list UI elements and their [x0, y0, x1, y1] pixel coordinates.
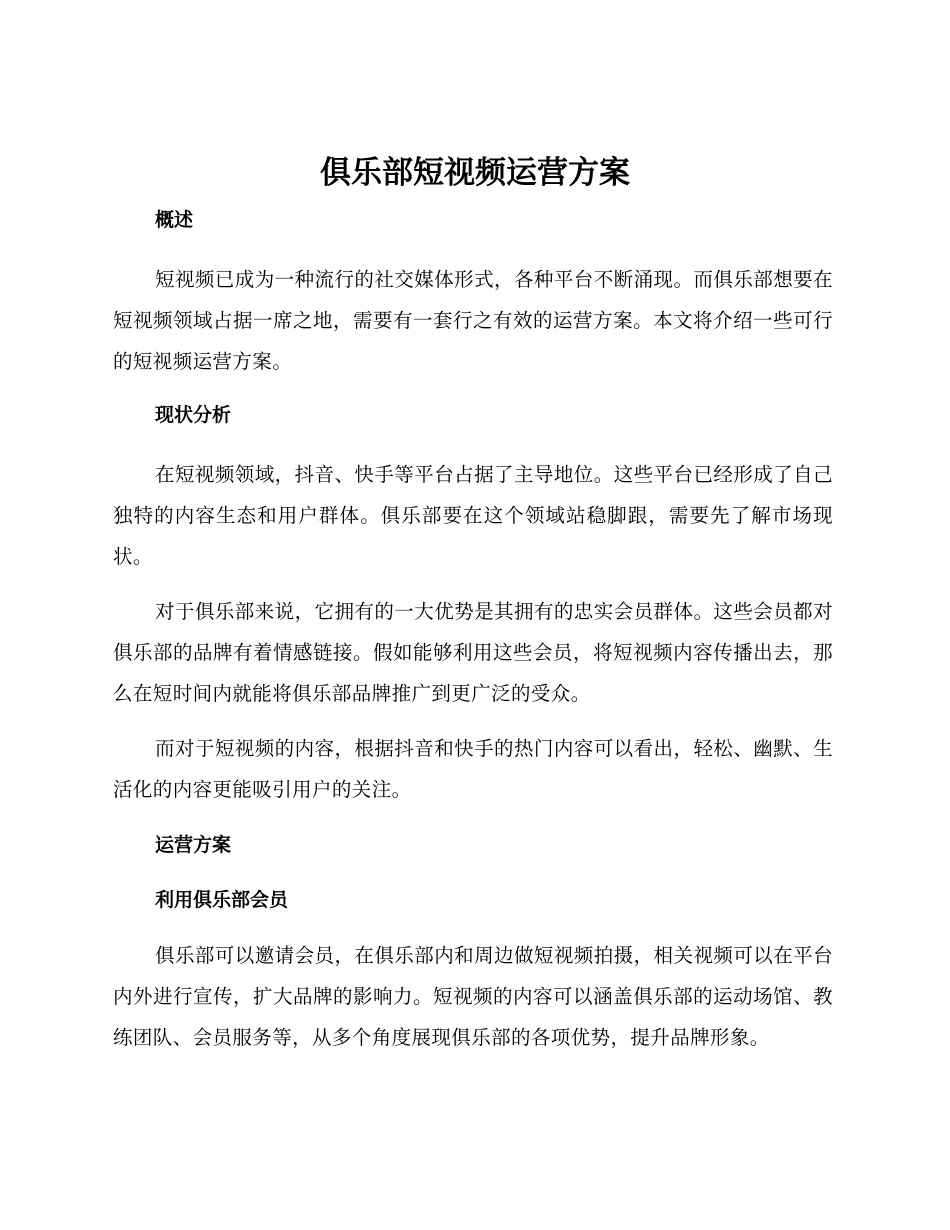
paragraph-current-status-1: 在短视频领域，抖音、快手等平台占据了主导地位。这些平台已经形成了自己独特的内容生态和用户群体。俱乐部要在这个领域站稳脚跟，需要先了解市场现状。 [113, 463, 833, 568]
section-heading-current-status: 现状分析 [155, 404, 232, 426]
document-title: 俱乐部短视频运营方案 [320, 155, 630, 191]
paragraph-overview-1: 短视频已成为一种流行的社交媒体形式，各种平台不断涌现。而俱乐部想要在短视频领域占据一席之地，需要有一套行之有效的运营方案。本文将介绍一些可行的短视频运营方案。 [113, 268, 833, 373]
paragraph-current-status-3: 而对于短视频的内容，根据抖音和快手的热门内容可以看出，轻松、幽默、生活化的内容更能吸引用户的关注。 [113, 737, 833, 801]
section-current-status [113, 398, 833, 810]
section-overview [113, 203, 833, 382]
paragraph-use-members-1: 俱乐部可以邀请会员，在俱乐部内和周边做短视频拍摄，相关视频可以在平台内外进行宣传，扩大品牌的影响力。短视频的内容可以涵盖俱乐部的运动场馆、教练团队、会员服务等，从多个角度展现俱乐部的各项优势，提升品牌形象。 [113, 944, 833, 1049]
section-use-members [113, 883, 833, 1058]
paragraph-current-status-2: 对于俱乐部来说，它拥有的一大优势是其拥有的忠实会员群体。这些会员都对俱乐部的品牌有着情感链接。假如能够利用这些会员，将短视频内容传播出去，那么在短时间内就能将俱乐部品牌推广到更广泛的受众。 [113, 600, 833, 705]
section-operation-plan [113, 828, 833, 862]
section-heading-operation-plan: 运营方案 [155, 834, 232, 856]
section-heading-overview: 概述 [155, 209, 194, 231]
section-heading-use-members: 利用俱乐部会员 [155, 889, 289, 911]
